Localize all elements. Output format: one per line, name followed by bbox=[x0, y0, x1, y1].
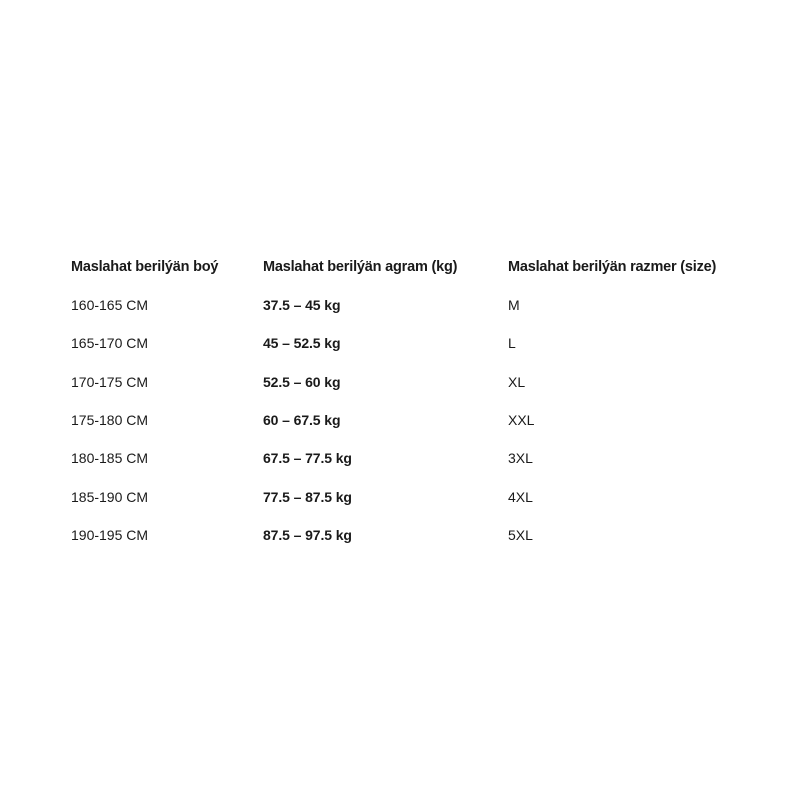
cell-weight: 45 – 52.5 kg bbox=[263, 335, 341, 352]
cell-height: 165-170 CM bbox=[71, 335, 149, 352]
cell-height: 170-175 CM bbox=[71, 373, 149, 390]
cell-size: L bbox=[508, 335, 516, 352]
cell-height: 160-165 CM bbox=[71, 297, 149, 314]
cell-weight: 60 – 67.5 kg bbox=[263, 412, 341, 429]
table-row bbox=[71, 324, 748, 362]
table-row bbox=[71, 286, 748, 324]
cell-size: XXL bbox=[508, 412, 535, 429]
cell-height: 180-185 CM bbox=[71, 450, 149, 467]
cell-height: 175-180 CM bbox=[71, 412, 149, 429]
table-row bbox=[71, 439, 748, 477]
cell-weight: 52.5 – 60 kg bbox=[263, 373, 341, 390]
cell-weight: 37.5 – 45 kg bbox=[263, 297, 341, 314]
table-row bbox=[71, 516, 748, 554]
cell-size: M bbox=[508, 297, 520, 314]
cell-weight: 87.5 – 97.5 kg bbox=[263, 526, 352, 543]
table-row bbox=[71, 401, 748, 439]
cell-size: 3XL bbox=[508, 450, 533, 467]
cell-weight: 77.5 – 87.5 kg bbox=[263, 488, 352, 505]
cell-height: 185-190 CM bbox=[71, 488, 149, 505]
header-weight: Maslahat berilýän agram (kg) bbox=[263, 259, 458, 275]
cell-height: 190-195 CM bbox=[71, 526, 149, 543]
table-row bbox=[71, 477, 748, 515]
table-header-row bbox=[71, 252, 748, 286]
cell-size: 4XL bbox=[508, 488, 533, 505]
table-row bbox=[71, 363, 748, 401]
header-height: Maslahat berilýän boý bbox=[71, 259, 219, 275]
header-size: Maslahat berilýän razmer (size) bbox=[508, 259, 717, 275]
cell-size: XL bbox=[508, 373, 526, 390]
size-chart-table bbox=[71, 252, 748, 554]
cell-weight: 67.5 – 77.5 kg bbox=[263, 450, 352, 467]
cell-size: 5XL bbox=[508, 526, 533, 543]
